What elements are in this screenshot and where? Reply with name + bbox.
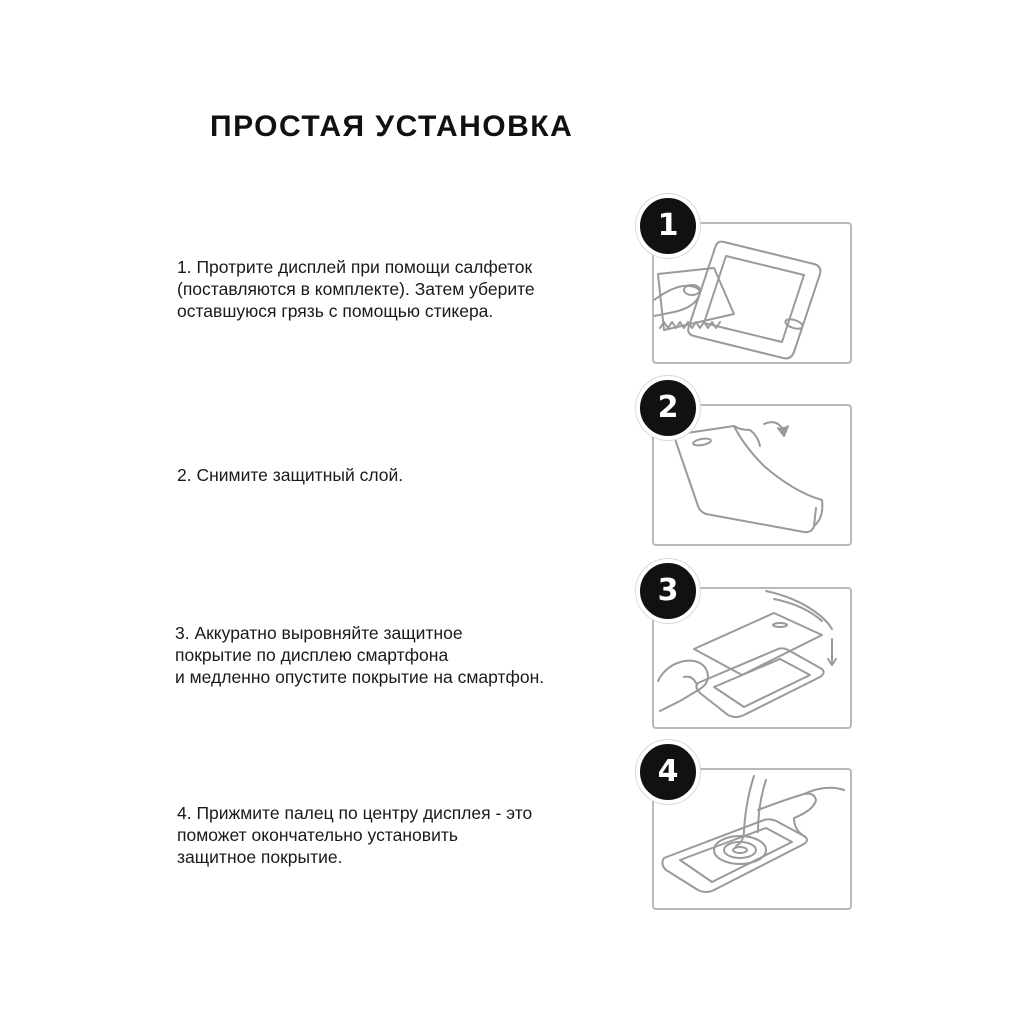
step-4-panel — [652, 754, 852, 910]
step-1-text: 1. Протрите дисплей при помощи салфеток (поставляются в комплекте). Затем уберите оставшуюся грязь с помощью стикера. — [177, 257, 535, 321]
step-4-number-badge: 4 — [636, 740, 700, 804]
step-2-panel — [652, 390, 852, 546]
page-title: ПРОСТАЯ УСТАНОВКА — [210, 110, 574, 143]
step-1-number-badge: 1 — [636, 194, 700, 258]
step-1-panel — [652, 208, 852, 364]
step-2-number-badge: 2 — [636, 376, 700, 440]
step-3-text: 3. Аккуратно выровняйте защитное покрытие по дисплею смартфона и медленно опустите покрытие на смартфон. — [175, 623, 545, 687]
step-3-number-badge: 3 — [636, 559, 700, 623]
step-3-panel — [652, 573, 852, 729]
step-2-text: 2. Снимите защитный слой. — [177, 465, 404, 485]
step-4-text: 4. Прижмите палец по центру дисплея - это поможет окончательно установить защитное покрытие. — [177, 803, 533, 867]
